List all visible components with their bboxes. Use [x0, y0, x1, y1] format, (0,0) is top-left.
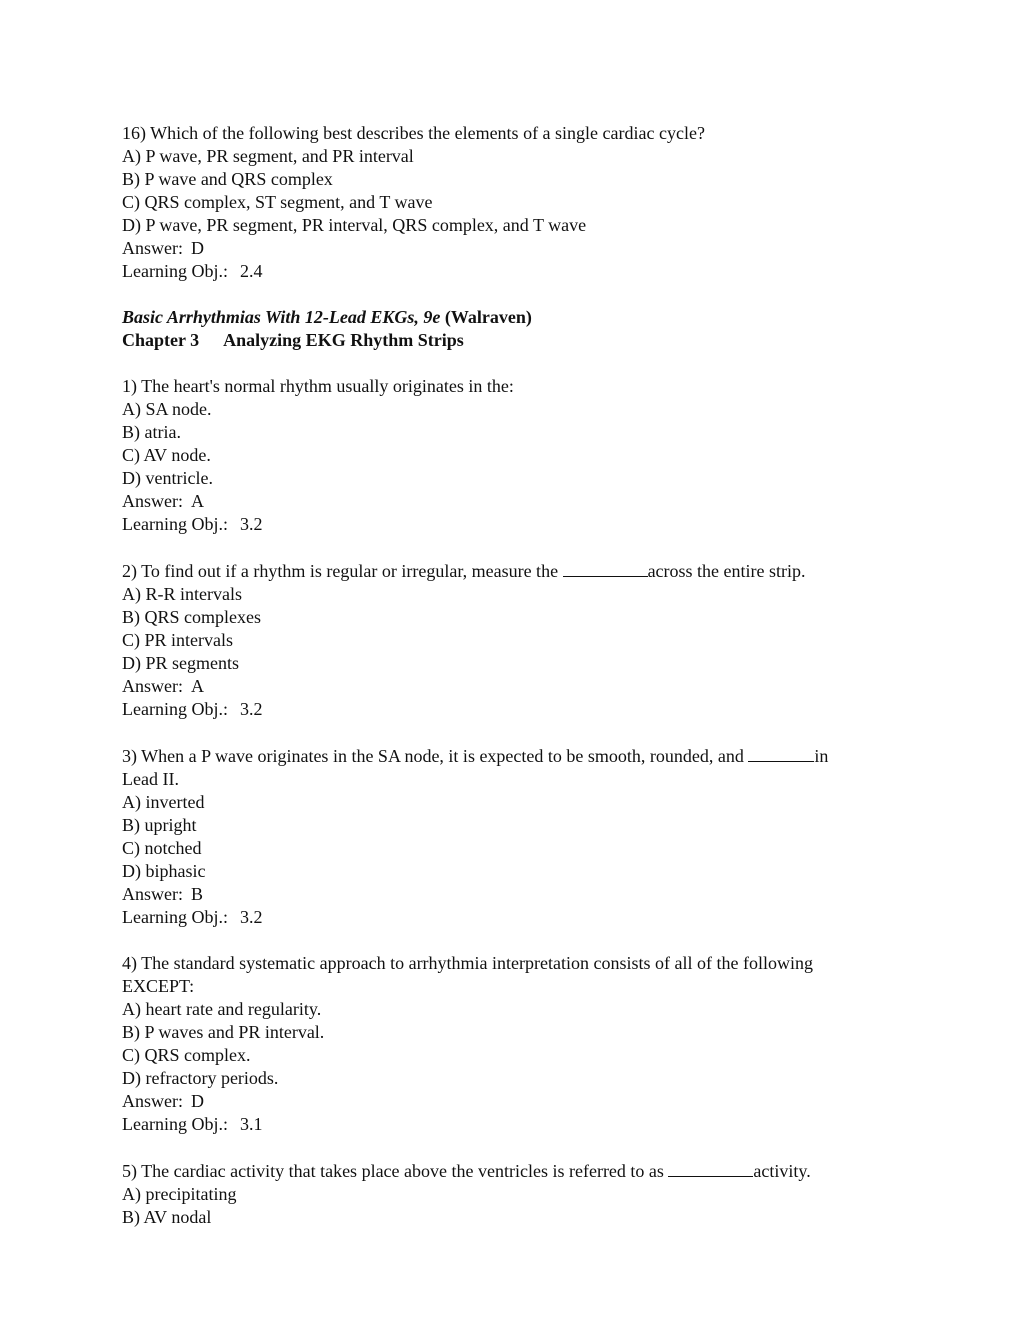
fill-in-blank — [563, 559, 648, 577]
answer-label: Answer: — [122, 491, 183, 511]
question-1-answer — [122, 490, 922, 513]
question-5-text-start: 5) The cardiac activity that takes place above the ventricles is referred to as — [122, 1161, 669, 1181]
question-2 — [122, 559, 922, 721]
objective-value: 3.2 — [239, 907, 263, 927]
answer-value: D — [191, 238, 204, 258]
spacer — [122, 929, 922, 952]
question-2-option-a: A) R-R intervals — [122, 584, 242, 604]
question-16-option-d: D) P wave, PR segment, PR interval, QRS complex, and T wave — [122, 215, 587, 235]
question-1-text: 1) The heart's normal rhythm usually originates in the: — [122, 376, 514, 396]
question-5-option-a: A) precipitating — [122, 1184, 237, 1204]
fill-in-blank — [748, 744, 814, 762]
document-page — [122, 122, 922, 1229]
question-3-option-a: A) inverted — [122, 792, 205, 812]
question-1-option-d: D) ventricle. — [122, 468, 213, 488]
objective-value: 3.2 — [239, 514, 263, 534]
question-16-option-c: C) QRS complex, ST segment, and T wave — [122, 192, 433, 212]
question-4-text-line2: EXCEPT: — [122, 976, 195, 996]
question-2-answer — [122, 675, 922, 698]
question-4 — [122, 952, 922, 1136]
question-16-option-b: B) P wave and QRS complex — [122, 169, 333, 189]
spacer — [122, 1136, 922, 1159]
question-2-text-end: across the entire strip. — [647, 561, 806, 581]
spacer — [122, 283, 922, 306]
objective-label: Learning Obj.: — [122, 907, 228, 927]
question-2-option-b: B) QRS complexes — [122, 607, 261, 627]
question-1-objective — [122, 513, 922, 536]
objective-value: 3.1 — [239, 1114, 263, 1134]
question-5-text — [122, 1159, 922, 1183]
fill-in-blank — [668, 1159, 753, 1177]
spacer — [122, 536, 922, 559]
question-2-text-start: 2) To find out if a rhythm is regular or irregular, measure the — [122, 561, 563, 581]
question-16 — [122, 122, 922, 283]
question-4-answer — [122, 1090, 922, 1113]
objective-label: Learning Obj.: — [122, 699, 228, 719]
objective-label: Learning Obj.: — [122, 261, 228, 281]
chapter-label: Chapter 3 — [122, 330, 200, 350]
book-title — [122, 306, 922, 329]
question-1 — [122, 375, 922, 536]
question-3-text — [122, 744, 922, 768]
question-3-text-end: in — [814, 746, 829, 766]
objective-value: 3.2 — [239, 699, 263, 719]
question-1-option-a: A) SA node. — [122, 399, 212, 419]
question-2-objective — [122, 698, 922, 721]
objective-value: 2.4 — [239, 261, 263, 281]
chapter-name: Analyzing EKG Rhythm Strips — [223, 330, 464, 350]
book-title-italic: Basic Arrhythmias With 12-Lead EKGs, 9e — [122, 307, 441, 327]
answer-value: A — [191, 676, 204, 696]
question-4-option-c: C) QRS complex. — [122, 1045, 251, 1065]
question-16-text: 16) Which of the following best describes the elements of a single cardiac cycle? — [122, 123, 705, 143]
question-3-answer — [122, 883, 922, 906]
question-4-option-d: D) refractory periods. — [122, 1068, 279, 1088]
answer-label: Answer: — [122, 238, 183, 258]
question-4-objective — [122, 1113, 922, 1136]
book-author: (Walraven) — [444, 307, 532, 327]
question-16-answer — [122, 237, 922, 260]
question-3-option-c: C) notched — [122, 838, 202, 858]
question-16-option-a: A) P wave, PR segment, and PR interval — [122, 146, 414, 166]
question-3-text-line2: Lead II. — [122, 769, 179, 789]
answer-label: Answer: — [122, 884, 183, 904]
question-3-option-b: B) upright — [122, 815, 197, 835]
question-2-text — [122, 559, 922, 583]
answer-value: B — [191, 884, 204, 904]
question-3-option-d: D) biphasic — [122, 861, 206, 881]
question-5-text-end: activity. — [753, 1161, 811, 1181]
answer-value: A — [191, 491, 204, 511]
chapter-heading — [122, 329, 922, 352]
question-2-option-c: C) PR intervals — [122, 630, 233, 650]
question-2-option-d: D) PR segments — [122, 653, 239, 673]
question-4-text: 4) The standard systematic approach to arrhythmia interpretation consists of all of the following — [122, 953, 813, 973]
answer-label: Answer: — [122, 1091, 183, 1111]
spacer — [122, 721, 922, 744]
answer-label: Answer: — [122, 676, 183, 696]
question-1-option-c: C) AV node. — [122, 445, 211, 465]
question-3-text-start: 3) When a P wave originates in the SA node, it is expected to be smooth, rounded, and — [122, 746, 749, 766]
question-4-option-a: A) heart rate and regularity. — [122, 999, 322, 1019]
answer-value: D — [191, 1091, 204, 1111]
question-3-objective — [122, 906, 922, 929]
question-5-option-b: B) AV nodal — [122, 1207, 212, 1227]
objective-label: Learning Obj.: — [122, 1114, 228, 1134]
question-3 — [122, 744, 922, 929]
question-16-objective — [122, 260, 922, 283]
spacer — [122, 352, 922, 375]
question-4-option-b: B) P waves and PR interval. — [122, 1022, 325, 1042]
question-5 — [122, 1159, 922, 1229]
objective-label: Learning Obj.: — [122, 514, 228, 534]
question-1-option-b: B) atria. — [122, 422, 181, 442]
